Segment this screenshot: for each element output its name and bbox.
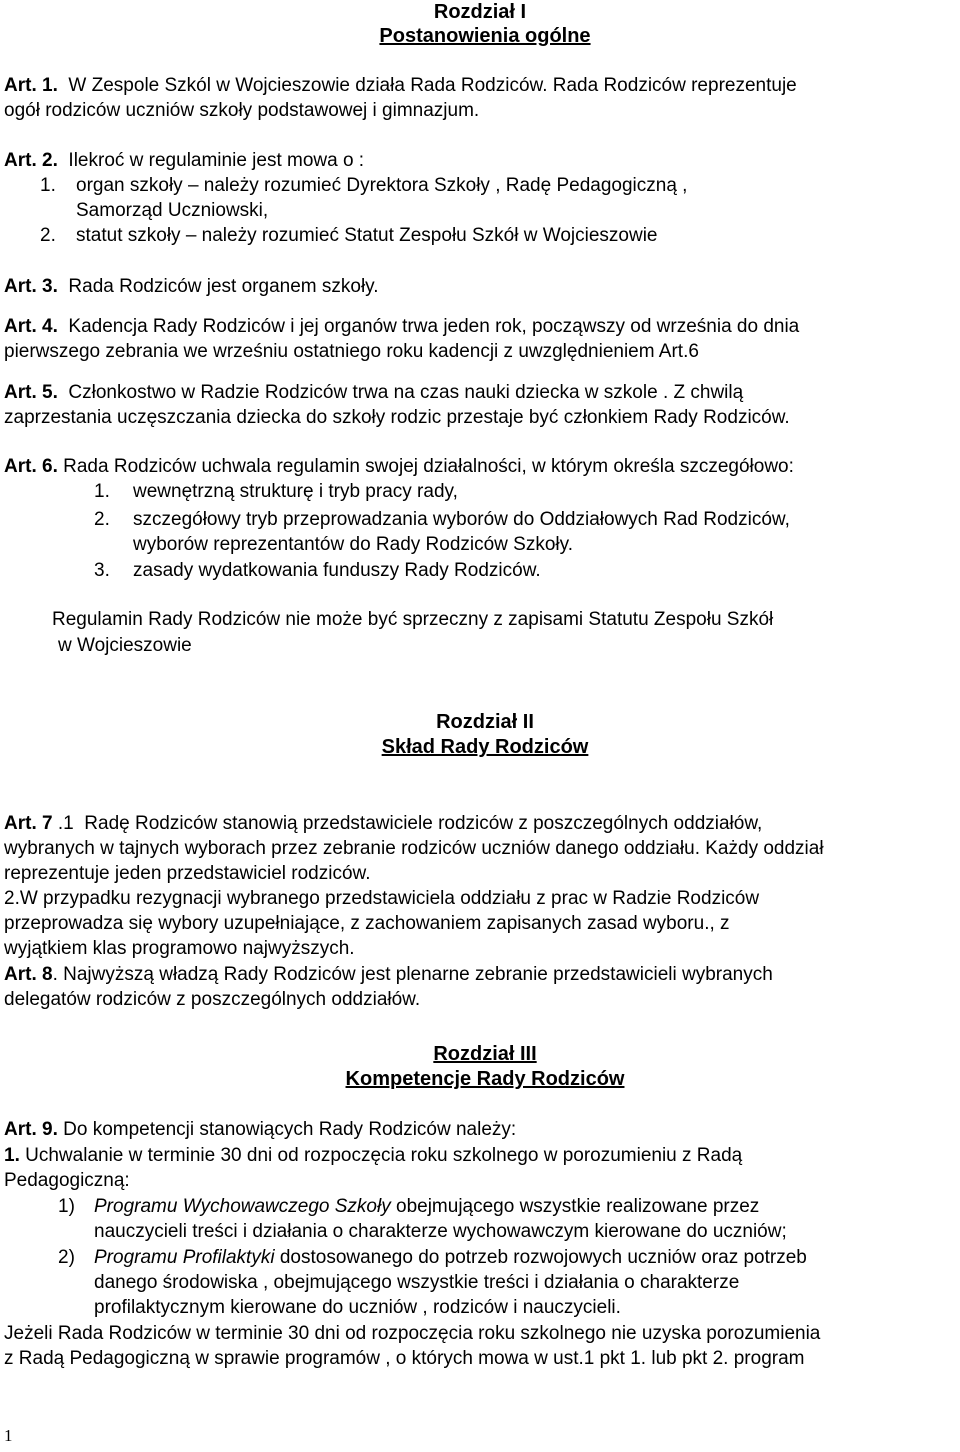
art-7-line2: wybranych w tajnych wyborach przez zebranie rodziców uczniów danego oddziału. Każdy oddział [4,838,824,859]
art-7-line5: przeprowadza się wybory uzupełniające, z zachowaniem zapisanych zasad wyboru., z [4,913,730,934]
art-2-item-2-num: 2. [40,225,56,246]
chapter-2-title: Rozdział II [436,711,534,733]
art-2: Art. 2. Ilekroć w regulaminie jest mowa o : [4,150,365,171]
art-6-item-3: zasady wydatkowania funduszy Rady Rodziców. [133,560,541,581]
art-label: Art. 1. [4,75,58,96]
art-label: Art. 2. [4,150,58,171]
chapter-1-title: Rozdział I [433,1,527,23]
art-9-final: Jeżeli Rada Rodziców w terminie 30 dni od rozpoczęcia roku szkolnego nie uzyska porozumienia [4,1323,821,1344]
art-9-sub-1-num: 1) [58,1196,75,1217]
art-6-item-2-line2: wyborów reprezentantów do Rady Rodziców Szkoły. [133,534,574,555]
art-label: Art. 9. [4,1119,58,1140]
art-8: Art. 8. Najwyższą władzą Rady Rodziców jest plenarne zebranie przedstawicieli wybranych [4,964,773,985]
art-2-item-2: statut szkoły – należy rozumieć Statut Zespołu Szkół w Wojcieszowie [76,225,658,246]
art-4-line2: pierwszego zebrania we wrześniu ostatniego roku kadencji z uwzględnieniem Art.6 [4,341,699,362]
art-4: Art. 4. Kadencja Rady Rodziców i jej organów trwa jeden rok, począwszy od września do dnia [4,316,800,337]
art-9: Art. 9. Do kompetencji stanowiących Rady Rodziców należy: [4,1119,517,1140]
art-2-item-1-line2: Samorząd Uczniowski, [76,200,269,221]
art-6-item-2: szczegółowy tryb przeprowadzania wyborów do Oddziałowych Rad Rodziców, [133,509,790,530]
art-7-line4: 2.W przypadku rezygnacji wybranego przedstawiciela oddziału z prac w Radzie Rodziców [4,888,760,909]
chapter-3-title: Rozdział III [433,1043,537,1065]
art-label: Art. 5. [4,382,58,403]
art-5-line2: zaprzestania uczęszczania dziecka do szkoły rodzic przestaje być członkiem Rady Rodziców. [4,407,790,428]
art-1: Art. 1. W Zespole Szkól w Wojcieszowie działa Rada Rodziców. Rada Rodziców reprezentuje [4,75,797,96]
art-label: Art. 8 [4,964,53,985]
regulation-note: Regulamin Rady Rodziców nie może być sprzeczny z zapisami Statutu Zespołu Szkół [52,609,774,630]
chapter-3-subtitle: Kompetencje Rady Rodziców [345,1068,625,1090]
art-label: Art. 6. [4,456,58,477]
art-6-item-2-num: 2. [94,509,110,530]
art-7-line6: wyjątkiem klas programowo najwyższych. [4,938,355,959]
art-9-sub-2-line2: danego środowiska , obejmującego wszystkie treści i działania o charakterze [94,1272,740,1293]
art-2-item-1-num: 1. [40,175,56,196]
art-8-line2: delegatów rodziców z poszczególnych oddziałów. [4,989,421,1010]
page-number: 1 [4,1426,13,1445]
art-label: Art. 7 [4,813,53,834]
art-9-sub-2-num: 2) [58,1247,75,1268]
art-9-final-line2: z Radą Pedagogiczną w sprawie programów , o których mowa w ust.1 pkt 1. lub pkt 2. program [4,1348,805,1369]
art-6-item-1: wewnętrzną strukturę i tryb pracy rady, [133,481,458,502]
art-label: Art. 4. [4,316,58,337]
art-6: Art. 6. Rada Rodziców uchwala regulamin swojej działalności, w którym określa szczegółowo: [4,456,794,477]
art-3: Art. 3. Rada Rodziców jest organem szkoły. [4,276,379,297]
art-6-item-1-num: 1. [94,481,110,502]
art-9-point-1-line2: Pedagogiczną: [4,1170,130,1191]
art-7-line3: reprezentuje jeden przedstawiciel rodziców. [4,863,371,884]
art-9-sub-2: Programu Profilaktyki dostosowanego do potrzeb rozwojowych uczniów oraz potrzeb [94,1247,807,1268]
chapter-1-subtitle: Postanowienia ogólne [379,25,591,47]
regulation-note-line2: w Wojcieszowie [58,635,192,656]
art-9-point-1: 1. Uchwalanie w terminie 30 dni od rozpoczęcia roku szkolnego w porozumieniu z Radą [4,1145,743,1166]
art-6-item-3-num: 3. [94,560,110,581]
art-1-line2: ogół rodziców uczniów szkoły podstawowej i gimnazjum. [4,100,480,121]
art-9-sub-1-line2: nauczycieli treści i działania o charakterze wychowawczym kierowane do uczniów; [94,1221,787,1242]
chapter-2-subtitle: Skład Rady Rodziców [381,736,589,758]
art-9-sub-2-line3: profilaktycznym kierowane do uczniów , rodziców i nauczycieli. [94,1297,621,1318]
art-2-item-1: organ szkoły – należy rozumieć Dyrektora Szkoły , Radę Pedagogiczną , [76,175,688,196]
art-label: Art. 3. [4,276,58,297]
art-7: Art. 7 .1 Radę Rodziców stanowią przedstawiciele rodziców z poszczególnych oddziałów, [4,813,763,834]
art-9-sub-1: Programu Wychowawczego Szkoły obejmującego wszystkie realizowane przez [94,1196,760,1217]
art-5: Art. 5. Członkostwo w Radzie Rodziców trwa na czas nauki dziecka w szkole . Z chwilą [4,382,744,403]
